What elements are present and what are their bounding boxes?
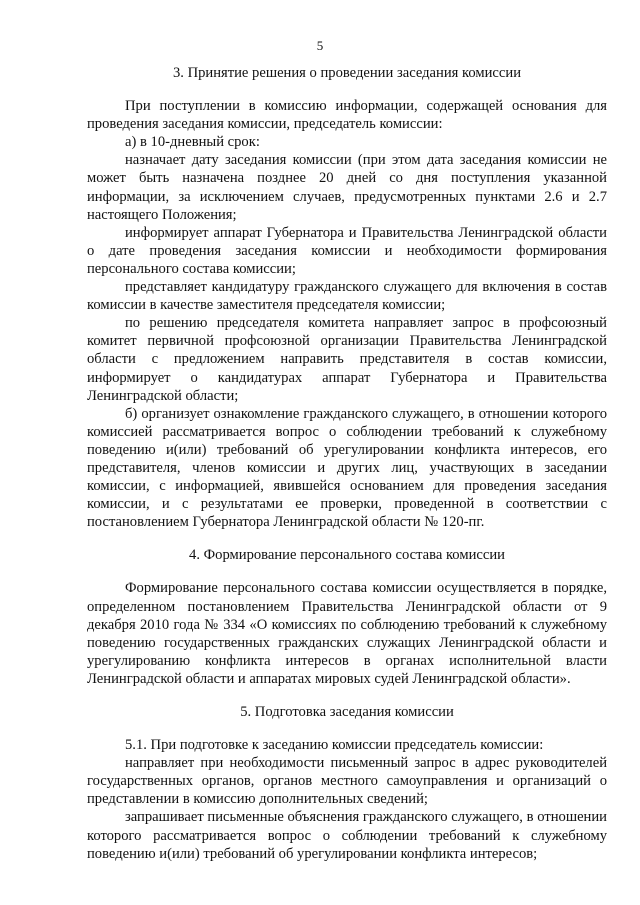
paragraph: запрашивает письменные объяснения гражданского служащего, в отношении которого рассматривается вопрос о соблюдении требований к служебному поведению и(или) требований об урегулировании конфликта интересов; — [87, 809, 607, 862]
paragraph: назначает дату заседания комиссии (при этом дата заседания комиссии не может быть назначена позднее 20 дней со дня поступления указанной информации, за исключением случаев, предусмотренных пунктами 2.6 и 2.7 настоящего Положения; — [87, 152, 607, 223]
paragraph: по решению председателя комитета направляет запрос в профсоюзный комитет первичной профсоюзной организации Правительства Ленинградской области с предложением направить представителя в состав комиссии, информирует о кандидатурах аппарат Губернатора и Правительства Ленинградской области; — [87, 315, 607, 404]
paragraph: б) организует ознакомление гражданского служащего, в отношении которого комиссией рассматривается вопрос о соблюдении требований к служебному поведению и(или) требований об урегулировании конфликта интересов, его представителя, членов комиссии и других лиц, участвующих в заседании комиссии, с информацией, явившейся основанием для проведения заседания комиссии, и с результатами ее проверки, проведенной в соответствии с постановлением Губернатора Ленинградской области № 120-пг. — [87, 405, 607, 531]
paragraph: а) в 10-дневный срок: — [125, 134, 260, 151]
section-heading-3: 3. Принятие решения о проведении заседания комиссии — [172, 65, 522, 81]
paragraph: Формирование персонального состава комиссии осуществляется в порядке, определенном постановлением Правительства Ленинградской области от 9 декабря 2010 года № 334 «О комиссиях по соблюдению требований к служебному поведению государственных гражданских служащих Ленинградской области и урегулированию конфликта интересов в органах исполнительной власти Ленинградской области и аппаратах мировых судей Ленинградской области». — [87, 580, 607, 687]
paragraph: направляет при необходимости письменный запрос в адрес руководителей государственных органов, органов местного самоуправления и организаций о представлении в комиссию дополнительных сведений; — [87, 755, 607, 808]
document-body — [87, 64, 607, 863]
section-heading-4: 4. Формирование персонального состава комиссии — [189, 547, 505, 564]
paragraph: информирует аппарат Губернатора и Правительства Ленинградской области о дате проведения заседания комиссии и необходимости формирования персонального состава комиссии; — [87, 224, 607, 277]
paragraph: представляет кандидатуру гражданского служащего для включения в состав комиссии в качестве заместителя председателя комиссии; — [87, 279, 607, 314]
section-heading-5: 5. Подготовка заседания комиссии — [240, 704, 454, 720]
paragraph: При поступлении в комиссию информации, содержащей основания для проведения заседания комиссии, председатель комиссии: — [87, 98, 607, 133]
paragraph: 5.1. При подготовке к заседанию комиссии председатель комиссии: — [125, 737, 544, 754]
page-number: 5 — [316, 38, 324, 53]
